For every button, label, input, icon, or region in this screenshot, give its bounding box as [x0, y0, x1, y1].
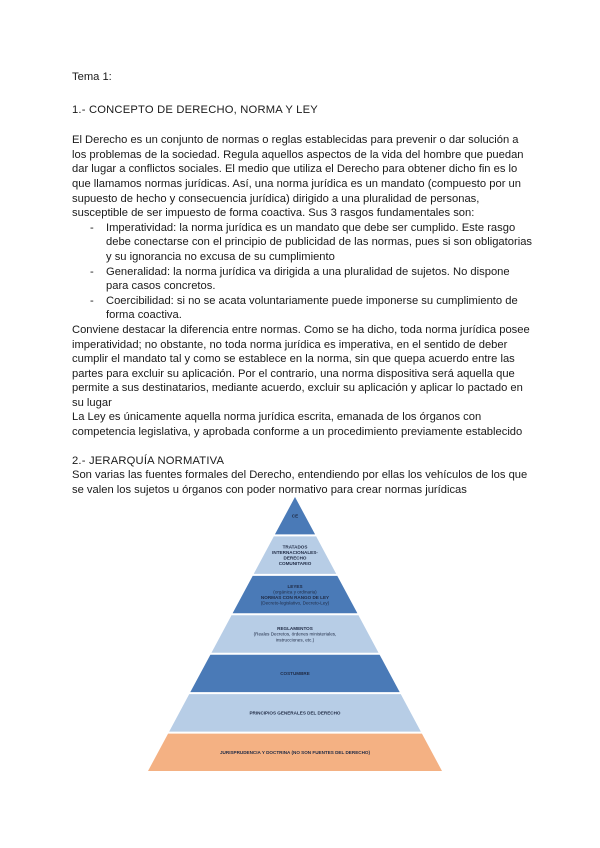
pyramid-level-4-label: REGLAMENTOS: [277, 626, 313, 632]
pyramid-level-7-label: JURISPRUDENCIA Y DOCTRINA (NO SON FUENTES DEL DERECHO): [220, 749, 370, 755]
pyramid-level-3-label: LEYES: [287, 583, 303, 589]
rasgo-imperatividad: - Imperatividad: la norma jurídica es un mandato que debe ser cumplido. Este rasgo debe conectarse con el principio de publicidad de las normas, pues si son obligatorias y su ignorancia no excusa de su cumplimiento: [90, 221, 532, 265]
pyramid-svg: [148, 497, 442, 771]
rasgo-coercibilidad: - Coercibilidad: si no se acata voluntariamente puede imponerse su cumplimiento de forma coactiva.: [90, 294, 532, 323]
pyramid-level-3-label: (Decreto-legislativo, Decreto-Ley): [260, 600, 330, 606]
pyramid-level-5-label: COSTUMBRE: [280, 671, 310, 677]
pyramid-level-3-label: (orgánica y ordinaria): [273, 589, 317, 595]
pyramid-level-6-label: PRINCIPIOS GENERALES DEL DERECHO: [249, 710, 341, 716]
section-1-para-2: Conviene destacar la diferencia entre normas. Como se ha dicho, toda norma jurídica posee imperatividad; no obstante, no toda norma jurídica es imperativa, en el sentido de deber cumplir el mandato tal y como se establece en la norma, sin que quepa acuerdo entre las partes para excluir su aplicación. Por el contrario, una norma dispositiva será aquella que permite a sus destinatarios, mediante acuerdo, excluir su aplicación y aplicar lo pactado en su lugar: [72, 323, 530, 409]
pyramid-level-3-label: NORMAS CON RANGO DE LEY: [260, 595, 330, 601]
jerarquia-pyramid-diagram: [148, 497, 442, 771]
pyramid-level-2-label: TRATADOS: [282, 544, 308, 550]
section-1-para-3: La Ley es únicamente aquella norma jurídica escrita, emanada de los órganos con competencia legislativa, y aprobada conforme a un procedimiento previamente establecido: [72, 411, 523, 439]
section-2-title: 2.- JERARQUÍA NORMATIVA: [72, 454, 225, 467]
pyramid-level-1-label: CE: [291, 513, 299, 519]
rasgo-generalidad: - Generalidad: la norma jurídica va dirigida a una pluralidad de sujetos. No dispone para casos concretos.: [90, 265, 532, 294]
document-page: [72, 70, 532, 497]
tema-label: Tema 1:: [72, 71, 112, 83]
section-1-title: 1.- CONCEPTO DE DERECHO, NORMA Y LEY: [72, 103, 318, 116]
pyramid-level-2-label: DERECHO: [283, 555, 307, 561]
rasgos-list: [72, 221, 532, 323]
section-2-intro: Son varias las fuentes formales del Derecho, entendiendo por ellas los vehículos de los que se valen los sujetos u órganos con poder normativo para crear normas jurídicas: [72, 469, 528, 496]
pyramid-level-4-label: instrucciones, etc.): [275, 637, 315, 643]
pyramid-level-2-label: COMUNITARIO: [278, 561, 312, 567]
section-1-intro: El Derecho es un conjunto de normas o reglas establecidas para prevenir o dar solución a los problemas de la sociedad. Regula aquellos aspectos de la vida del hombre que puedan dar lugar a conflictos sociales. El medio que utiliza el Derecho para obtener dicho fin es lo que llamamos normas jurídicas. Así, una norma jurídica es un mandato (compuesto por un supuesto de hecho y consecuencia jurídica) dirigido a una pluralidad de personas, susceptible de ser impuesto de forma coactiva. Sus 3 rasgos fundamentales son:: [72, 134, 524, 220]
pyramid-level-2-label: INTERNACIONALES-: [272, 550, 318, 556]
pyramid-level-4-label: (Reales Decretos, órdenes ministeriales,: [253, 631, 337, 637]
